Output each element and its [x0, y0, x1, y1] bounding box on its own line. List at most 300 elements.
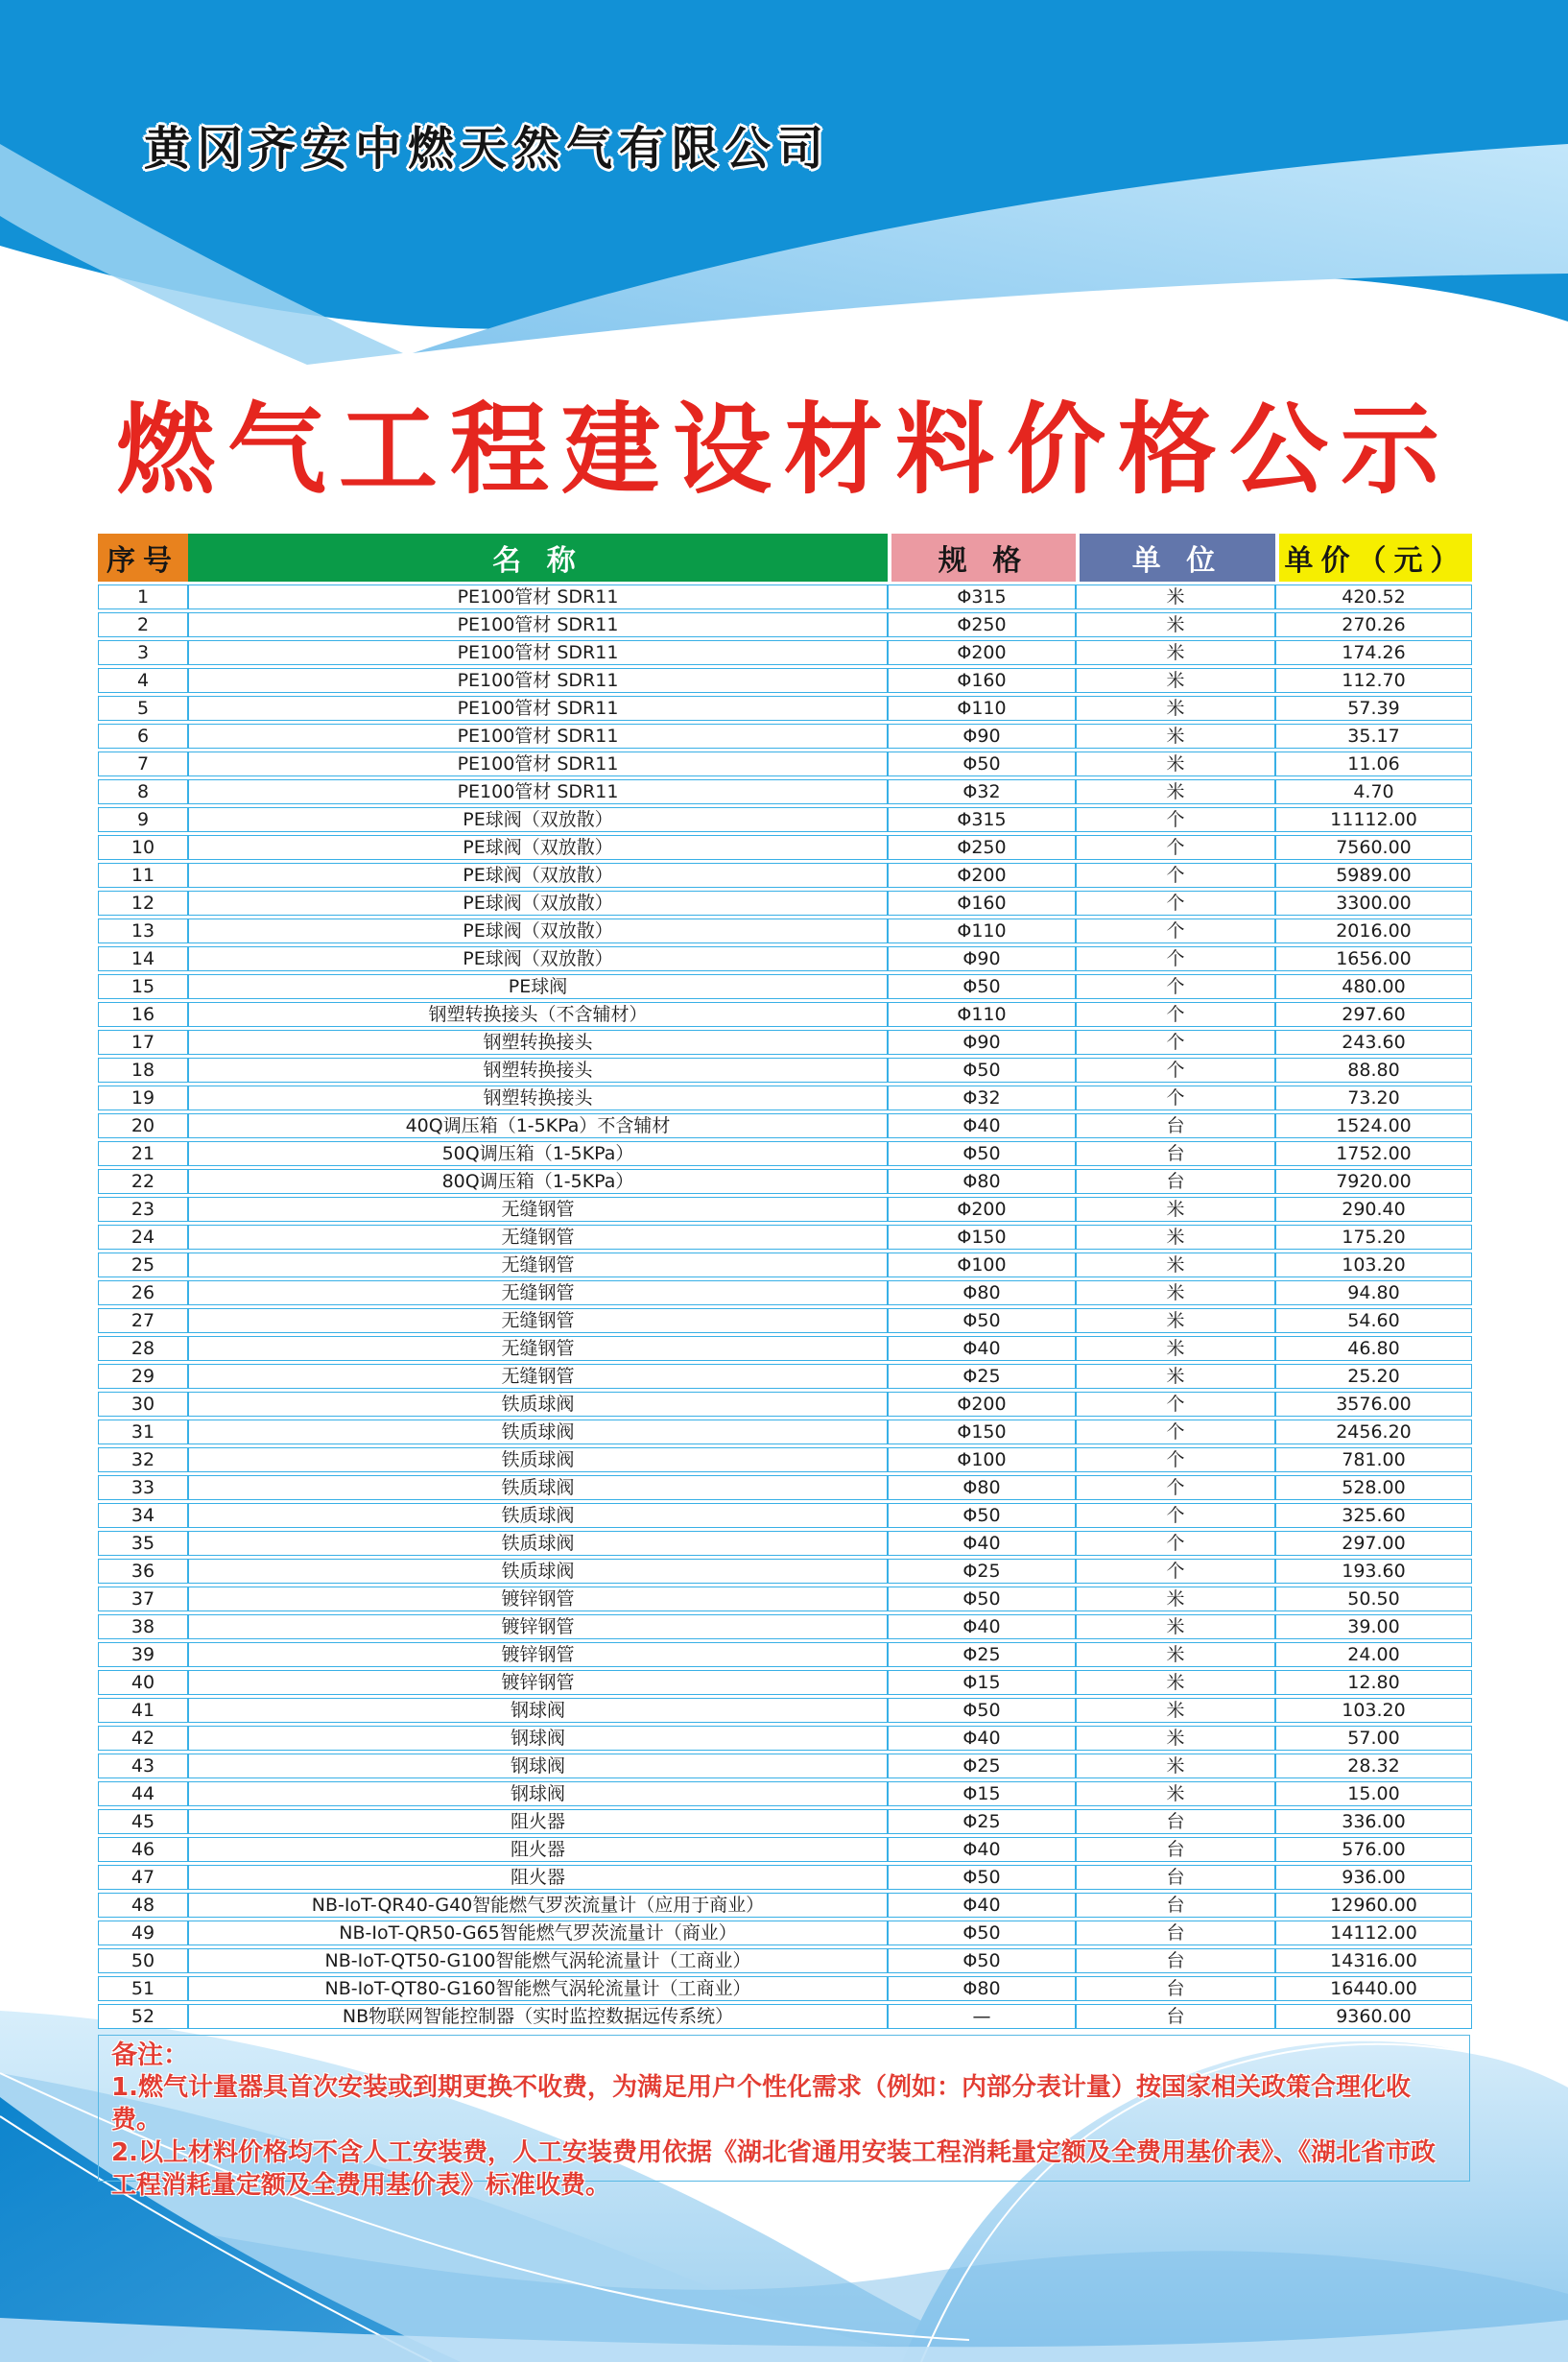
cell-price: 46.80 — [1275, 1336, 1472, 1361]
cell-spec: Φ32 — [888, 779, 1076, 804]
cell-spec: Φ25 — [888, 1364, 1076, 1389]
cell-index: 32 — [98, 1447, 188, 1472]
cell-index: 4 — [98, 668, 188, 693]
cell-spec: Φ40 — [888, 1614, 1076, 1639]
cell-price: 174.26 — [1275, 640, 1472, 665]
cell-index: 24 — [98, 1225, 188, 1250]
cell-name: NB-IoT-QT80-G160智能燃气涡轮流量计（工商业） — [188, 1976, 888, 2001]
table-row — [98, 1058, 1472, 1083]
table-row — [98, 1948, 1472, 1973]
table-row — [98, 1781, 1472, 1806]
cell-index: 48 — [98, 1893, 188, 1918]
cell-spec: Φ100 — [888, 1253, 1076, 1277]
table-row — [98, 1503, 1472, 1528]
table-row — [98, 807, 1472, 832]
cell-name: 无缝钢管 — [188, 1280, 888, 1305]
table-row — [98, 1225, 1472, 1250]
cell-spec: Φ80 — [888, 1280, 1076, 1305]
cell-name: NB-IoT-QR50-G65智能燃气罗茨流量计（商业） — [188, 1921, 888, 1945]
column-header-unit: 单 位 — [1076, 534, 1275, 582]
note-item-2: 2.以上材料价格均不含人工安装费，人工安装费用依据《湖北省通用安装工程消耗量定额及全费用基价表》、《湖北省市政工程消耗量定额及全费用基价表》标准收费。 — [111, 2138, 1436, 2200]
cell-unit: 个 — [1076, 1030, 1275, 1055]
cell-unit: 个 — [1076, 1002, 1275, 1027]
cell-price: 11112.00 — [1275, 807, 1472, 832]
cell-name: 铁质球阀 — [188, 1447, 888, 1472]
cell-spec: Φ160 — [888, 668, 1076, 693]
column-header-index: 序号 — [98, 534, 188, 582]
cell-price: 9360.00 — [1275, 2004, 1472, 2029]
table-row — [98, 2004, 1472, 2029]
cell-unit: 个 — [1076, 1475, 1275, 1500]
cell-price: 12.80 — [1275, 1670, 1472, 1695]
cell-unit: 台 — [1076, 2004, 1275, 2029]
cell-name: 无缝钢管 — [188, 1336, 888, 1361]
cell-index: 1 — [98, 585, 188, 609]
table-row — [98, 612, 1472, 637]
column-header-name: 名 称 — [188, 534, 888, 582]
cell-unit: 米 — [1076, 585, 1275, 609]
cell-name: PE球阀（双放散） — [188, 946, 888, 971]
cell-index: 26 — [98, 1280, 188, 1305]
price-table — [98, 531, 1472, 2032]
cell-index: 16 — [98, 1002, 188, 1027]
table-row — [98, 946, 1472, 971]
cell-spec: Φ160 — [888, 891, 1076, 916]
cell-price: 2456.20 — [1275, 1420, 1472, 1444]
cell-unit: 个 — [1076, 1392, 1275, 1417]
cell-spec: Φ50 — [888, 1058, 1076, 1083]
cell-unit: 台 — [1076, 1948, 1275, 1973]
cell-price: 270.26 — [1275, 612, 1472, 637]
cell-price: 16440.00 — [1275, 1976, 1472, 2001]
page-title: 燃气工程建设材料价格公示 — [116, 393, 1452, 508]
table-row — [98, 1002, 1472, 1027]
cell-spec: Φ250 — [888, 612, 1076, 637]
cell-price: 11.06 — [1275, 752, 1472, 776]
table-row — [98, 1614, 1472, 1639]
cell-unit: 个 — [1076, 863, 1275, 888]
cell-spec: Φ50 — [888, 1308, 1076, 1333]
cell-spec: Φ90 — [888, 946, 1076, 971]
cell-price: 290.40 — [1275, 1197, 1472, 1222]
cell-price: 480.00 — [1275, 974, 1472, 999]
cell-spec: Φ150 — [888, 1225, 1076, 1250]
cell-price: 1656.00 — [1275, 946, 1472, 971]
cell-price: 193.60 — [1275, 1559, 1472, 1584]
cell-name: PE球阀（双放散） — [188, 891, 888, 916]
cell-index: 33 — [98, 1475, 188, 1500]
cell-price: 35.17 — [1275, 724, 1472, 749]
cell-index: 17 — [98, 1030, 188, 1055]
cell-unit: 个 — [1076, 1420, 1275, 1444]
cell-name: 阻火器 — [188, 1865, 888, 1890]
cell-name: PE100管材 SDR11 — [188, 779, 888, 804]
cell-price: 112.70 — [1275, 668, 1472, 693]
cell-name: 钢球阀 — [188, 1781, 888, 1806]
cell-spec: Φ80 — [888, 1169, 1076, 1194]
cell-name: 无缝钢管 — [188, 1197, 888, 1222]
cell-spec: Φ50 — [888, 1921, 1076, 1945]
cell-price: 24.00 — [1275, 1642, 1472, 1667]
cell-spec: — — [888, 2004, 1076, 2029]
cell-index: 8 — [98, 779, 188, 804]
notes-label: 备注： — [111, 2040, 189, 2070]
cell-index: 20 — [98, 1113, 188, 1138]
cell-unit: 台 — [1076, 1141, 1275, 1166]
cell-name: 铁质球阀 — [188, 1475, 888, 1500]
cell-name: PE100管材 SDR11 — [188, 724, 888, 749]
cell-spec: Φ200 — [888, 640, 1076, 665]
cell-price: 28.32 — [1275, 1754, 1472, 1778]
cell-unit: 台 — [1076, 1169, 1275, 1194]
table-row — [98, 1308, 1472, 1333]
cell-price: 781.00 — [1275, 1447, 1472, 1472]
table-row — [98, 585, 1472, 609]
cell-index: 13 — [98, 919, 188, 943]
cell-index: 29 — [98, 1364, 188, 1389]
cell-index: 15 — [98, 974, 188, 999]
cell-name: 铁质球阀 — [188, 1559, 888, 1584]
cell-unit: 台 — [1076, 1837, 1275, 1862]
cell-index: 37 — [98, 1587, 188, 1611]
cell-unit: 台 — [1076, 1976, 1275, 2001]
cell-spec: Φ25 — [888, 1559, 1076, 1584]
cell-price: 57.39 — [1275, 696, 1472, 721]
cell-spec: Φ90 — [888, 1030, 1076, 1055]
cell-unit: 个 — [1076, 974, 1275, 999]
table-row — [98, 1726, 1472, 1751]
cell-unit: 个 — [1076, 807, 1275, 832]
cell-price: 50.50 — [1275, 1587, 1472, 1611]
cell-price: 25.20 — [1275, 1364, 1472, 1389]
table-row — [98, 919, 1472, 943]
cell-name: PE球阀（双放散） — [188, 919, 888, 943]
cell-index: 9 — [98, 807, 188, 832]
cell-name: 钢塑转换接头 — [188, 1058, 888, 1083]
cell-name: 钢塑转换接头（不含辅材） — [188, 1002, 888, 1027]
cell-spec: Φ25 — [888, 1809, 1076, 1834]
cell-price: 1752.00 — [1275, 1141, 1472, 1166]
cell-spec: Φ110 — [888, 1002, 1076, 1027]
cell-name: PE球阀（双放散） — [188, 863, 888, 888]
table-row — [98, 1837, 1472, 1862]
cell-price: 336.00 — [1275, 1809, 1472, 1834]
cell-name: NB物联网智能控制器（实时监控数据远传系统） — [188, 2004, 888, 2029]
table-row — [98, 1670, 1472, 1695]
table-row — [98, 1754, 1472, 1778]
cell-spec: Φ15 — [888, 1781, 1076, 1806]
cell-unit: 个 — [1076, 1447, 1275, 1472]
cell-spec: Φ50 — [888, 1141, 1076, 1166]
cell-index: 19 — [98, 1086, 188, 1110]
cell-index: 45 — [98, 1809, 188, 1834]
cell-name: 钢球阀 — [188, 1726, 888, 1751]
table-row — [98, 835, 1472, 860]
cell-price: 14112.00 — [1275, 1921, 1472, 1945]
cell-index: 31 — [98, 1420, 188, 1444]
price-table-body — [98, 585, 1472, 2029]
cell-unit: 个 — [1076, 946, 1275, 971]
cell-spec: Φ40 — [888, 1837, 1076, 1862]
cell-name: 无缝钢管 — [188, 1225, 888, 1250]
cell-spec: Φ50 — [888, 1587, 1076, 1611]
cell-index: 52 — [98, 2004, 188, 2029]
cell-unit: 米 — [1076, 612, 1275, 637]
cell-spec: Φ40 — [888, 1113, 1076, 1138]
table-row — [98, 1865, 1472, 1890]
cell-spec: Φ250 — [888, 835, 1076, 860]
cell-spec: Φ110 — [888, 696, 1076, 721]
table-row — [98, 1976, 1472, 2001]
table-row — [98, 1364, 1472, 1389]
cell-index: 28 — [98, 1336, 188, 1361]
cell-name: 钢塑转换接头 — [188, 1086, 888, 1110]
cell-name: 50Q调压箱（1-5KPa） — [188, 1141, 888, 1166]
cell-name: 无缝钢管 — [188, 1253, 888, 1277]
cell-index: 5 — [98, 696, 188, 721]
cell-spec: Φ90 — [888, 724, 1076, 749]
cell-name: 无缝钢管 — [188, 1308, 888, 1333]
cell-name: 铁质球阀 — [188, 1503, 888, 1528]
table-row — [98, 1420, 1472, 1444]
cell-unit: 台 — [1076, 1865, 1275, 1890]
cell-name: NB-IoT-QT50-G100智能燃气涡轮流量计（工商业） — [188, 1948, 888, 1973]
cell-name: 40Q调压箱（1-5KPa）不含辅材 — [188, 1113, 888, 1138]
header-row — [98, 534, 1472, 582]
table-row — [98, 668, 1472, 693]
cell-price: 7920.00 — [1275, 1169, 1472, 1194]
table-row — [98, 1921, 1472, 1945]
cell-spec: Φ110 — [888, 919, 1076, 943]
table-row — [98, 891, 1472, 916]
cell-name: PE100管材 SDR11 — [188, 585, 888, 609]
cell-name: 无缝钢管 — [188, 1364, 888, 1389]
table-row — [98, 1642, 1472, 1667]
cell-unit: 米 — [1076, 752, 1275, 776]
cell-price: 103.20 — [1275, 1698, 1472, 1723]
cell-unit: 个 — [1076, 1503, 1275, 1528]
cell-name: PE球阀 — [188, 974, 888, 999]
cell-unit: 米 — [1076, 1781, 1275, 1806]
cell-unit: 米 — [1076, 724, 1275, 749]
cell-name: PE100管材 SDR11 — [188, 696, 888, 721]
cell-price: 39.00 — [1275, 1614, 1472, 1639]
cell-unit: 米 — [1076, 1225, 1275, 1250]
cell-index: 51 — [98, 1976, 188, 2001]
table-row — [98, 974, 1472, 999]
cell-unit: 米 — [1076, 1698, 1275, 1723]
cell-unit: 米 — [1076, 1253, 1275, 1277]
table-row — [98, 1809, 1472, 1834]
cell-spec: Φ25 — [888, 1754, 1076, 1778]
cell-unit: 个 — [1076, 1531, 1275, 1556]
cell-spec: Φ40 — [888, 1336, 1076, 1361]
cell-name: 镀锌钢管 — [188, 1670, 888, 1695]
cell-unit: 米 — [1076, 1670, 1275, 1695]
cell-name: PE100管材 SDR11 — [188, 640, 888, 665]
cell-index: 35 — [98, 1531, 188, 1556]
cell-spec: Φ200 — [888, 863, 1076, 888]
cell-index: 10 — [98, 835, 188, 860]
cell-index: 7 — [98, 752, 188, 776]
cell-price: 243.60 — [1275, 1030, 1472, 1055]
cell-index: 6 — [98, 724, 188, 749]
cell-price: 57.00 — [1275, 1726, 1472, 1751]
column-header-price: 单价（元） — [1275, 534, 1472, 582]
cell-unit: 个 — [1076, 835, 1275, 860]
table-row — [98, 1559, 1472, 1584]
cell-index: 46 — [98, 1837, 188, 1862]
cell-unit: 米 — [1076, 668, 1275, 693]
cell-name: 镀锌钢管 — [188, 1642, 888, 1667]
cell-index: 11 — [98, 863, 188, 888]
cell-spec: Φ150 — [888, 1420, 1076, 1444]
company-name: 黄冈齐安中燃天然气有限公司 — [144, 122, 831, 176]
table-row — [98, 640, 1472, 665]
cell-price: 175.20 — [1275, 1225, 1472, 1250]
cell-name: PE100管材 SDR11 — [188, 752, 888, 776]
cell-price: 297.00 — [1275, 1531, 1472, 1556]
table-row — [98, 1030, 1472, 1055]
cell-price: 528.00 — [1275, 1475, 1472, 1500]
cell-unit: 个 — [1076, 1058, 1275, 1083]
cell-index: 2 — [98, 612, 188, 637]
cell-spec: Φ50 — [888, 752, 1076, 776]
cell-index: 50 — [98, 1948, 188, 1973]
cell-price: 3576.00 — [1275, 1392, 1472, 1417]
cell-unit: 台 — [1076, 1809, 1275, 1834]
cell-price: 297.60 — [1275, 1002, 1472, 1027]
cell-index: 41 — [98, 1698, 188, 1723]
cell-price: 14316.00 — [1275, 1948, 1472, 1973]
cell-price: 94.80 — [1275, 1280, 1472, 1305]
table-row — [98, 1447, 1472, 1472]
cell-spec: Φ50 — [888, 1698, 1076, 1723]
cell-index: 27 — [98, 1308, 188, 1333]
table-row — [98, 1280, 1472, 1305]
cell-name: 钢球阀 — [188, 1754, 888, 1778]
cell-price: 4.70 — [1275, 779, 1472, 804]
cell-index: 34 — [98, 1503, 188, 1528]
table-row — [98, 779, 1472, 804]
cell-unit: 米 — [1076, 1336, 1275, 1361]
cell-unit: 米 — [1076, 779, 1275, 804]
cell-unit: 米 — [1076, 1642, 1275, 1667]
table-row — [98, 863, 1472, 888]
cell-index: 36 — [98, 1559, 188, 1584]
cell-name: PE球阀（双放散） — [188, 807, 888, 832]
cell-name: 钢塑转换接头 — [188, 1030, 888, 1055]
cell-index: 30 — [98, 1392, 188, 1417]
cell-name: 80Q调压箱（1-5KPa） — [188, 1169, 888, 1194]
cell-price: 88.80 — [1275, 1058, 1472, 1083]
price-table-header — [98, 534, 1472, 582]
cell-price: 5989.00 — [1275, 863, 1472, 888]
cell-spec: Φ200 — [888, 1197, 1076, 1222]
cell-index: 21 — [98, 1141, 188, 1166]
cell-spec: Φ50 — [888, 1503, 1076, 1528]
cell-spec: Φ100 — [888, 1447, 1076, 1472]
cell-spec: Φ40 — [888, 1893, 1076, 1918]
cell-unit: 台 — [1076, 1921, 1275, 1945]
cell-unit: 米 — [1076, 1197, 1275, 1222]
cell-price: 12960.00 — [1275, 1893, 1472, 1918]
cell-price: 576.00 — [1275, 1837, 1472, 1862]
cell-index: 25 — [98, 1253, 188, 1277]
cell-name: PE球阀（双放散） — [188, 835, 888, 860]
table-row — [98, 1197, 1472, 1222]
cell-index: 40 — [98, 1670, 188, 1695]
cell-spec: Φ200 — [888, 1392, 1076, 1417]
table-row — [98, 1141, 1472, 1166]
cell-name: 铁质球阀 — [188, 1531, 888, 1556]
cell-spec: Φ80 — [888, 1976, 1076, 2001]
cell-spec: Φ40 — [888, 1726, 1076, 1751]
column-header-spec: 规 格 — [888, 534, 1076, 582]
cell-unit: 个 — [1076, 891, 1275, 916]
table-row — [98, 1475, 1472, 1500]
cell-price: 15.00 — [1275, 1781, 1472, 1806]
cell-index: 44 — [98, 1781, 188, 1806]
cell-price: 3300.00 — [1275, 891, 1472, 916]
cell-name: 镀锌钢管 — [188, 1587, 888, 1611]
cell-unit: 米 — [1076, 1587, 1275, 1611]
cell-unit: 个 — [1076, 919, 1275, 943]
cell-index: 22 — [98, 1169, 188, 1194]
cell-unit: 台 — [1076, 1113, 1275, 1138]
cell-price: 936.00 — [1275, 1865, 1472, 1890]
cell-index: 43 — [98, 1754, 188, 1778]
cell-name: 铁质球阀 — [188, 1392, 888, 1417]
cell-price: 325.60 — [1275, 1503, 1472, 1528]
cell-price: 420.52 — [1275, 585, 1472, 609]
cell-index: 12 — [98, 891, 188, 916]
cell-price: 1524.00 — [1275, 1113, 1472, 1138]
cell-name: 铁质球阀 — [188, 1420, 888, 1444]
cell-spec: Φ50 — [888, 1948, 1076, 1973]
cell-spec: Φ40 — [888, 1531, 1076, 1556]
table-row — [98, 1698, 1472, 1723]
cell-price: 73.20 — [1275, 1086, 1472, 1110]
cell-spec: Φ50 — [888, 1865, 1076, 1890]
cell-unit: 米 — [1076, 1280, 1275, 1305]
cell-spec: Φ15 — [888, 1670, 1076, 1695]
cell-index: 23 — [98, 1197, 188, 1222]
cell-unit: 台 — [1076, 1893, 1275, 1918]
cell-spec: Φ315 — [888, 807, 1076, 832]
cell-name: 镀锌钢管 — [188, 1614, 888, 1639]
cell-name: PE100管材 SDR11 — [188, 668, 888, 693]
cell-name: 阻火器 — [188, 1809, 888, 1834]
cell-name: PE100管材 SDR11 — [188, 612, 888, 637]
table-row — [98, 1587, 1472, 1611]
table-row — [98, 752, 1472, 776]
cell-index: 47 — [98, 1865, 188, 1890]
cell-index: 42 — [98, 1726, 188, 1751]
cell-unit: 米 — [1076, 1364, 1275, 1389]
cell-unit: 个 — [1076, 1559, 1275, 1584]
cell-spec: Φ50 — [888, 974, 1076, 999]
table-row — [98, 1531, 1472, 1556]
cell-name: 钢球阀 — [188, 1698, 888, 1723]
cell-price: 103.20 — [1275, 1253, 1472, 1277]
cell-unit: 米 — [1076, 1614, 1275, 1639]
cell-unit: 米 — [1076, 1754, 1275, 1778]
cell-price: 7560.00 — [1275, 835, 1472, 860]
cell-spec: Φ25 — [888, 1642, 1076, 1667]
note-item-1: 1.燃气计量器具首次安装或到期更换不收费，为满足用户个性化需求（例如：内部分表计量）按国家相关政策合理化收费。 — [111, 2073, 1411, 2135]
table-row — [98, 1893, 1472, 1918]
